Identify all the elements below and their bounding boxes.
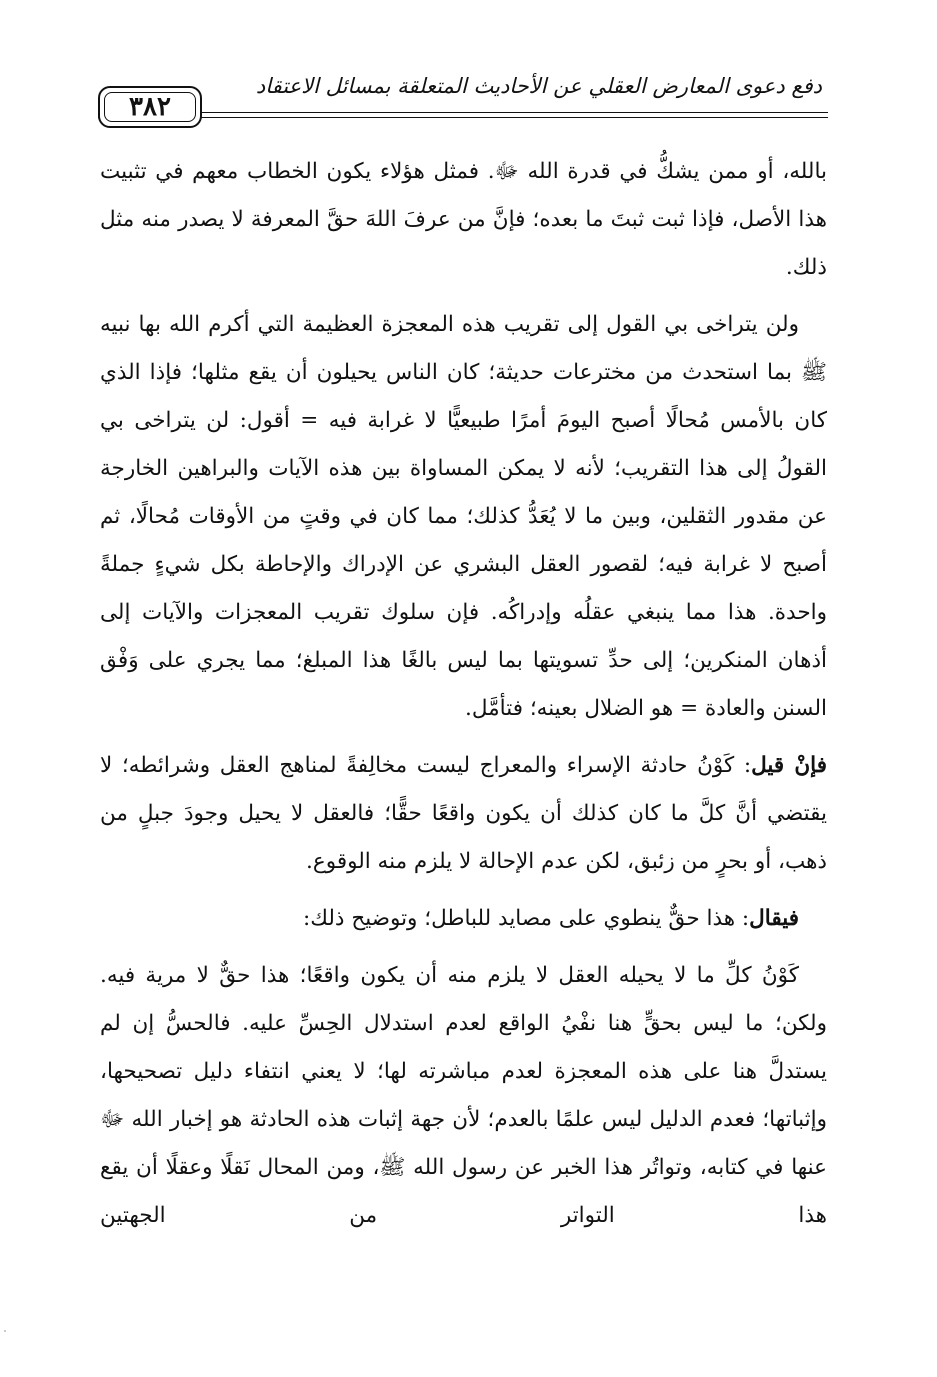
scan-speck: [4, 1330, 6, 1332]
header-rule-bottom: [98, 117, 828, 118]
book-title: دفع دعوى المعارض العقلي عن الأحاديث المتعلقة بمسائل الاعتقاد: [320, 74, 828, 98]
paragraph-lead: فيقال: [749, 906, 799, 931]
body-text: [100, 148, 827, 1249]
paragraph-3: [100, 742, 827, 886]
paragraph-2: [100, 301, 827, 733]
paragraph-lead: فإنْ قيل: [751, 753, 827, 778]
header-rule-top: [98, 112, 828, 113]
paragraph-text: : هذا حقٌّ ينطوي على مصايد للباطل؛ وتوضيح ذلك:: [303, 906, 750, 931]
paragraph-text: : كَوْنُ حادثة الإسراء والمعراج ليست مخالِفةً لمناهج العقل وشرائطه؛ لا يقتضي أنَّ كلَّ ما كان كذلك أن يكون واقعًا حقًّا؛ فالعقل لا يحيل وجودَ جبلٍ من ذهب، أو بحرٍ من زئبق، لكن عدم الإحالة لا يلزم منه الوقوع.: [100, 753, 827, 874]
paragraph-4: [100, 895, 827, 943]
paragraph-1: [100, 148, 827, 292]
running-header: [98, 68, 828, 128]
paragraph-5: [100, 952, 827, 1240]
page-number: ٣٨٢: [129, 92, 171, 122]
paragraph-text: كَوْنُ كلِّ ما لا يحيله العقل لا يلزم منه أن يكون واقعًا؛ هذا حقٌّ لا مرية فيه. ولكن؛ ما ليس بحقٍّ هنا نفْيُ الواقع لعدم استدلال الحِسِّ عليه. فالحسُّ إن لم يستدلَّ هنا على هذه المعجزة لعدم مباشرته لها؛ لا يعني انتفاء دليل تصحيحها، وإثباتها؛ فعدم الدليل ليس علمًا بالعدم؛ لأن جهة إثبات هذه الحادثة هو إخبار الله ﷻ عنها في كتابه، وتواتُر هذا الخبر عن رسول الله ﷺ، ومن المحال نَقلًا وعقلًا أن يقع هذا التواتر من الجهتين: [100, 963, 827, 1228]
paragraph-text: ولن يتراخى بي القول إلى تقريب هذه المعجزة العظيمة التي أكرم الله بها نبيه ﷺ بما استحدث من مخترعات حديثة؛ كان الناس يحيلون أن يقع مثلها؛ فإذا الذي كان بالأمس مُحالًا أصبح اليومَ أمرًا طبيعيًّا لا غرابة فيه = أقول: لن يتراخى بي القولُ إلى هذا التقريب؛ لأنه لا يمكن المساواة بين هذه الآيات والبراهين الخارجة عن مقدور الثقلين، وبين ما لا يُعَدُّ كذلك؛ مما كان في وقتٍ من الأوقات مُحالًا، ثم أصبح لا غرابة فيه؛ لقصور العقل البشري عن الإدراك والإحاطة بكل شيءٍ جملةً واحدة. هذا مما ينبغي عقلُه وإدراكُه. فإن سلوك تقريب المعجزات والآيات إلى أذهان المنكرين؛ إلى حدِّ تسويتها بما ليس بالغًا هذا المبلغ؛ مما يجري على وَفْق السنن والعادة = هو الضلال بعينه؛ فتأمَّل.: [100, 312, 827, 721]
page-number-frame: [98, 86, 202, 128]
paragraph-text: بالله، أو ممن يشكُّ في قدرة الله ﷻ. فمثل هؤلاء يكون الخطاب معهم في تثبيت هذا الأصل، فإذا ثبت ثبتَ ما بعده؛ فإنَّ من عرفَ اللهَ حقَّ المعرفة لا يصدر منه مثل ذلك.: [100, 159, 827, 280]
